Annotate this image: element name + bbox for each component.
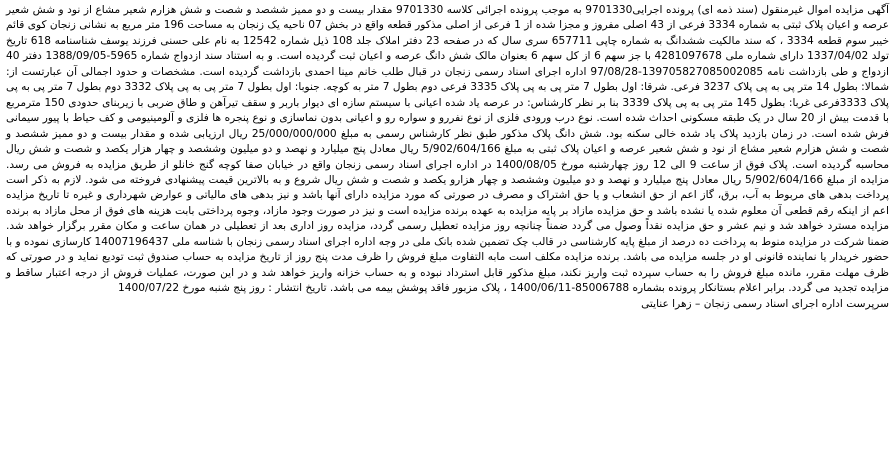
notice-body: آگهی مزایده اموال غیرمنقول (سند ذمه ای) پرونده اجرایی9701330 به موجب پرونده اجرائی کلاسه 9701330 مقدار بیست و دو ممیز ششصد و شصت و شش هزارم شعیر مشاع از نود و شش شعیر عرصه و اعیان پلاک ثبتی به شماره 3334 فرعی از 43 اصلی مفروز و مجزا شده از 1 فرعی از اصلی مذکور قطعه واقع در بخش 07 ناحیه یک زنجان به مساحت 196 متر مربع به نشانی زنجان کوی قائم خیبر سوم قطعه 3334 ، که سند مالکیت ششدانگ به شماره چاپی 657711 سری سال که در صفحه 23 دفتر املاک جلد 108 ذیل شماره 12542 به نام علی حسنی فرزند یوسف شناسنامه 618 تاریخ تولد 1337/04/02 دارای شماره ملی 4281097678 با جز سهم 6 از کل سهم 6 بعنوان مالک شش دانگ عرصه و اعیان ثبت گردیده است. و به استناد سند ازدواج شماره 5965-1388/09/05 دفتر 40 ازدواج و طی بازداشت نامه 139705827085002085-97/08/28 اداره اجرای اسناد رسمی زنجان در قبال طلب خانم مینا احمدی بازداشت گردیده است. مشخصات و حدود اجمالی آن عبارتست از: شمالا: بطول 14 متر پی به پی پلاک 3237 فرعی. شرقا: اول بطول 7 متر پی به پی پلاک 3335 فرعی دوم بطول 7 متر به کوچه. جنوبا: اول بطول 7 متر پی به پی پلاک 3332 دوم بطول 7 متر پی به پی پلاک 3333فرعی غربا: بطول 145 متر پی به پی پلاک 3339 بنا بر نظر کارشناس: در عرصه یاد شده اعیانی با سیستم سازه ای دیوار باربر و سقف تیرآهن و طاق ضربی با زیربنای حدودی 150 مترمربع با قدمت بیش از 20 سال در یک طبقه مسکونی احداث شده است. نوع درب ورودی فلزی از نوع نفررو و سواره رو و اعیانی بدون نماسازی و نوع پنجره ها فلزی و آلومینیومی و کف حیاط با پیور سیمانی فرش شده است. در زمان بازدید پلاک یاد شده خالی سکنه بود. شش دانگ پلاک مذکور طبق نظر کارشناس رسمی به مبلغ 25/000/000/000 ریال ارزیابی شده و مقدار بیست و دو ممیز ششصد و شصت و شش هزارم شعیر مشاع از نود و شش شعیر عرصه و اعیان پلاک ثبتی به مبلغ 5/902/604/166 ریال معادل پنج میلیارد و نهصد و دو میلیون وششصد و چهار هزار یکصد و شصت و شش ریال محاسبه گردیده است. پلاک فوق از ساعت 9 الی 12 روز چهارشنبه مورخ 1400/08/05 در اداره اجرای اسناد رسمی زنجان واقع در خیابان صفا کوچه گنج خانلو از طریق مزایده به فروش می رسد. مزایده از مبلغ 5/902/604/166 ریال معادل پنج میلیارد و نهصد و دو میلیون وششصد و چهار هزارو یکصد و شصت و شش ریال شروع و به بالاترین قیمت پیشنهادی فروخته می شود. لازم به ذکر است پرداخت بدهی های مربوط به آب، برق، گاز اعم از حق انشعاب و یا حق اشتراک و مصرف در صورتی که مورد مزایده دارای آنها باشد و نیز بدهی های مالیاتی و عوارض شهرداری و غیره تا تاریخ مزایده اعم از اینکه رقم قطعی آن معلوم شده یا نشده باشد و حق مزایده مازاد بر پایه مزایده به عهده برنده مزایده است و نیز در صورت وجود مازاد، وجوه پرداختی بابت هزینه های فوق از محل مازاد به برنده مزایده مسترد خواهد شد و نیم عشر و حق مزایده نقداً وصول می گردد ضمناً چنانچه روز مزایده تعطیل رسمی گردد، مزایده روز اداری بعد از تعطیلی در همان ساعت و مکان مقرر برگزار خواهد شد. ضمنا شرکت در مزایده منوط به پرداخت ده درصد از مبلغ پایه کارشناسی در قالب چک تضمین شده بانک ملی در وجه اداره اجرای اسناد رسمی زنجان با شناسه ملی 14007196437 کارسازی نموده و با حضور خریدار یا نماینده قانونی او در جلسه مزایده می باشد. برنده مزایده مکلف است مابه التفاوت مبلغ فروش را ظرف مدت پنج روز از تاریخ مزایده به حساب صندوق ثبت تودیع نماید و در صورتی که ظرف مهلت مقرر، مانده مبلغ فروش را به حساب سپرده ثبت واریز نکند، مبلغ مذکور قابل استرداد نبوده و به حساب خزانه واریز خواهد شد و در این صورت، عملیات فروش از درجه اعتبار ساقط و مزایده تجدید می گردد. برابر اعلام بستانکار پرونده بشماره 85006788-1400/06/11 ، پلاک مزبور فاقد پوشش بیمه می باشد. تاریخ انتشار : روز پنج شنبه مورخ 1400/07/22 bbox=[6, 4, 890, 295]
notice-signature: سرپرست اداره اجرای اسناد رسمی زنجان – زهرا عنایتی bbox=[641, 297, 889, 310]
